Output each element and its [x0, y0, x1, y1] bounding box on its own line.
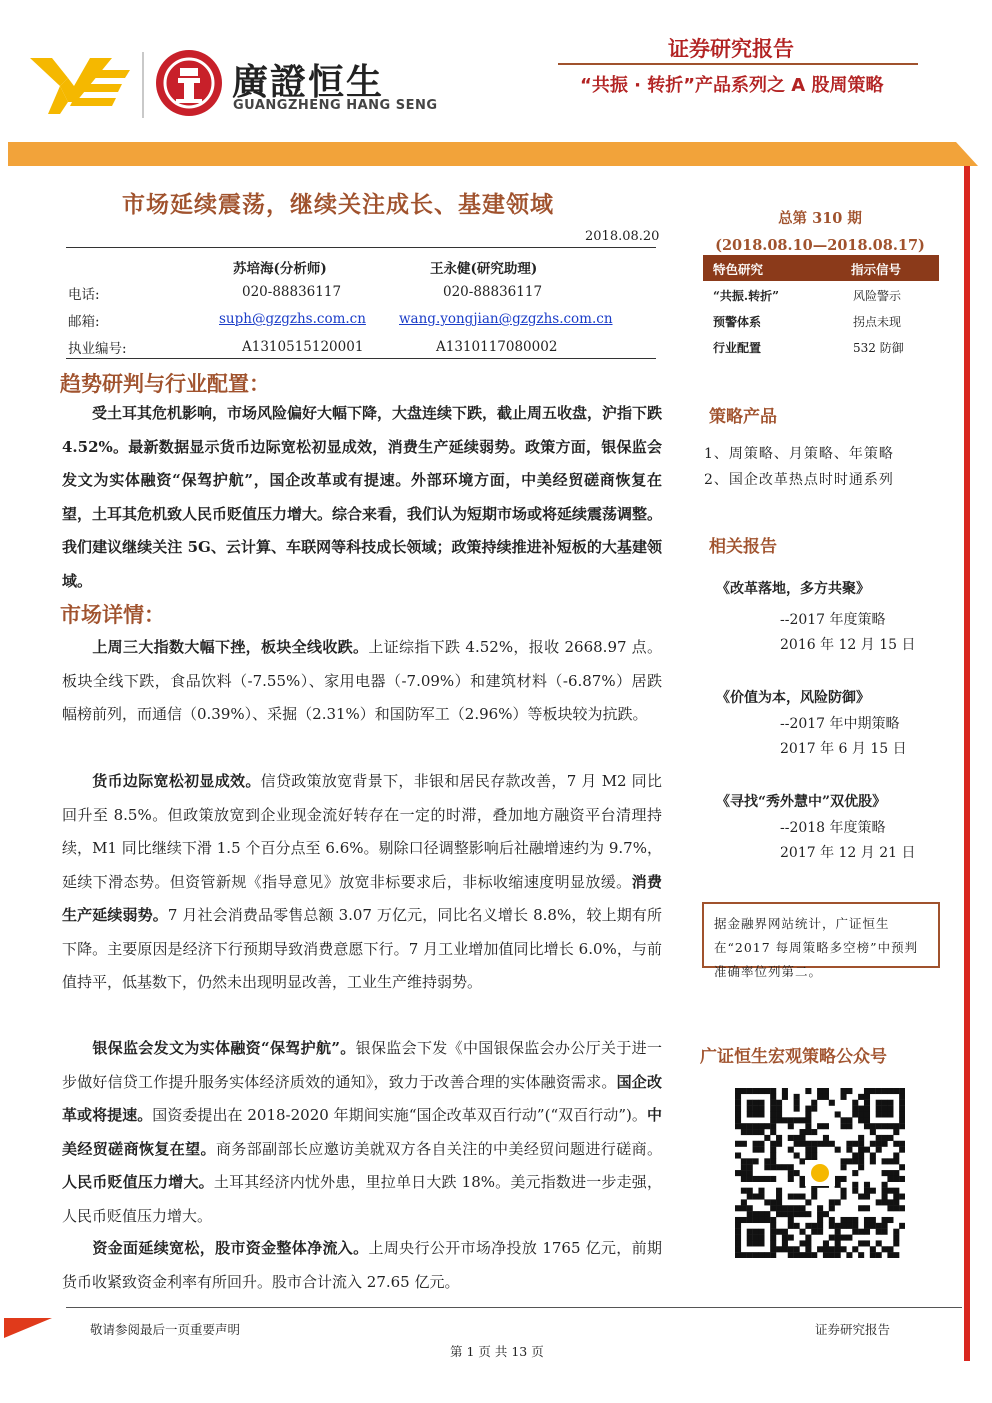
- issue-range: (2018.08.10—2018.08.17): [715, 237, 925, 254]
- p3-body: 银保监会下发《中国银保监会办公厅关于进一步做好信贷工作提升服务实体经济质效的通知》，致力于改善合理的实体融资需求。: [62, 1039, 662, 1091]
- p3-body-2: 国资委提出在 2018-2020 年期间实施“国企改革双百行动”(“双百行动”)。: [152, 1106, 647, 1124]
- market-paragraph-4: [62, 1232, 662, 1299]
- analyst-2-cert: A1310117080002: [436, 339, 558, 355]
- strategy-product-item: 2、国企改革热点时时通系列: [704, 472, 894, 488]
- market-paragraph-2: [62, 765, 662, 1000]
- trend-heading: 趋势研判与行业配置：: [60, 371, 270, 396]
- related-report-date: 2017 年 12 月 21 日: [780, 845, 916, 861]
- p3-body-4: 土耳其经济内忧外患，里拉单日大跌 18%。美元指数进一步走强，人民币贬值压力增大。: [62, 1173, 662, 1225]
- analyst-1-name: 苏培海(分析师): [233, 261, 327, 277]
- brand-name-en: GUANGZHENG HANG SENG: [233, 98, 438, 113]
- series-name: “共振 · 转折”产品系列之 A 股周策略: [580, 75, 884, 96]
- signal-table-header: [703, 255, 939, 281]
- email-label: 邮箱:: [68, 314, 100, 330]
- related-report-title[interactable]: 《寻找“秀外慧中”双优股》: [716, 794, 887, 810]
- signal-header-col2: 指示信号: [851, 262, 902, 277]
- analyst-1-cert: A1310515120001: [242, 339, 364, 355]
- header-divider: [558, 63, 918, 65]
- market-heading: 市场详情：: [60, 602, 165, 627]
- trend-text: 受土耳其危机影响，市场风险偏好大幅下降，大盘连续下跌，截止周五收盘，沪指下跌 4.52%。最新数据显示货币边际宽松初显成效，消费生产延续弱势。政策方面，银保监会发文为实体融资“保驾护航”，国企改革或有提速。外部环境方面，中美经贸磋商恢复在望，土耳其危机致人民币贬值压力增大。综合来看，我们认为短期市场或将延续震荡调整。我们建议继续关注 5G、云计算、车联网等科技成长领域；政策持续推进补短板的大基建领域。: [62, 404, 663, 590]
- signal-header-col1: 特色研究: [713, 262, 764, 277]
- page-title: 市场延续震荡，继续关注成长、基建领域: [122, 191, 554, 218]
- signal-row-label: 预警体系: [713, 315, 762, 329]
- related-report-sub: --2017 年度策略: [780, 612, 886, 628]
- analyst-1-email-link[interactable]: suph@gzgzhs.com.cn: [219, 311, 366, 327]
- trend-paragraph: [62, 397, 662, 598]
- seal-logo-icon: [156, 50, 222, 116]
- analyst-2-email-link[interactable]: wang.yongjian@gzgzhs.com.cn: [399, 311, 613, 327]
- p2-body-2: 7 月社会消费品零售总额 3.07 万亿元，同比名义增长 8.8%，较上期有所下降。主要原因是经济下行预期导致消费意愿下行。7 月工业增加值同比增长 6.0%，与前值持平，低基数下，仍然未出现明显改善，工业生产维持弱势。: [62, 906, 662, 991]
- title-divider: [66, 247, 656, 248]
- related-reports-heading: 相关报告: [709, 537, 777, 557]
- p2-lead-2: 消费生产延续弱势。: [62, 872, 662, 924]
- brand-name-cn: 廣證恒生: [232, 62, 385, 103]
- signal-row-label: “共振.转折”: [713, 289, 779, 303]
- analyst-1-phone: 020-88836117: [242, 284, 342, 300]
- qr-code-icon[interactable]: [735, 1088, 905, 1258]
- p3-lead-4: 人民币贬值压力增大。: [62, 1173, 214, 1191]
- cert-label: 执业编号:: [68, 341, 127, 357]
- signal-row-label: 行业配置: [713, 341, 762, 355]
- signal-row: [703, 333, 939, 359]
- related-report-date: 2017 年 6 月 15 日: [780, 741, 907, 757]
- footer-report-type: 证券研究报告: [815, 1322, 891, 1337]
- related-report-title[interactable]: 《改革落地，多方共聚》: [716, 581, 870, 597]
- market-paragraph-3: [62, 1032, 662, 1233]
- signal-row-value: 拐点未现: [853, 315, 902, 329]
- footer-divider: [66, 1307, 962, 1308]
- p1-body: 上证综指下跌 4.52%，报收 2668.97 点。板块全线下跌，食品饮料（-7.55%）、家用电器（-7.09%）和建筑材料（-6.87%）居跌幅榜前列，而通信（0.39%）、采掘（2.31%）和国防军工（2.96%）等板块较为抗跌。: [62, 638, 662, 723]
- signal-row-value: 532 防御: [853, 341, 904, 355]
- page-number: 第 1 页 共 13 页: [450, 1344, 544, 1359]
- right-margin-rule: [964, 166, 970, 1361]
- qr-heading: 广证恒生宏观策略公众号: [700, 1047, 887, 1067]
- logo-divider: [142, 52, 144, 118]
- footer-disclaimer: 敬请参阅最后一页重要声明: [90, 1322, 241, 1337]
- p3-lead-3: 中美经贸磋商恢复在望。: [62, 1106, 662, 1158]
- p3-lead: 银保监会发文为实体融资“保驾护航”。: [92, 1039, 356, 1057]
- signal-row: [703, 307, 939, 333]
- phone-label: 电话:: [68, 287, 100, 303]
- analyst-2-name: 王永健(研究助理): [430, 261, 538, 277]
- related-report-title[interactable]: 《价值为本，风险防御》: [716, 690, 870, 706]
- related-report-sub: --2018 年度策略: [780, 820, 886, 836]
- issue-info: [700, 205, 940, 259]
- issue-number: 总第 310 期: [778, 210, 862, 227]
- ranking-box: 据金融界网站统计，广证恒生在“2017 每周策略多空榜”中预判准确率位列第二。: [702, 902, 940, 968]
- signal-row-value: 风险警示: [853, 289, 902, 303]
- related-report-date: 2016 年 12 月 15 日: [780, 637, 916, 653]
- p3-body-3: 商务部副部长应邀访美就双方各自关注的中美经贸问题进行磋商。: [215, 1139, 662, 1158]
- p3-lead-2: 国企改革或将提速。: [62, 1072, 662, 1124]
- contacts-divider: [66, 358, 656, 359]
- strategy-product-item: 1、周策略、月策略、年策略: [704, 446, 894, 462]
- header-band-corner: [956, 142, 978, 166]
- ye-logo-icon: [30, 52, 130, 114]
- footer-flag-icon: [4, 1318, 52, 1338]
- header-band: [8, 142, 978, 166]
- p4-body: 上周央行公开市场净投放 1765 亿元，前期货币收紧致资金利率有所回升。股市合计流入 27.65 亿元。: [62, 1239, 662, 1291]
- related-report-sub: --2017 年中期策略: [780, 716, 900, 732]
- signal-row: [703, 281, 939, 307]
- p2-lead: 货币边际宽松初显成效。: [92, 772, 261, 790]
- report-type: 证券研究报告: [668, 37, 794, 61]
- p1-lead: 上周三大指数大幅下挫，板块全线收跌。: [92, 638, 369, 656]
- p2-body: 信贷政策放宽背景下，非银和居民存款改善，7 月 M2 同比回升至 8.5%。但政策放宽到企业现金流好转存在一定的时滞，叠加地方融资平台清理持续，M1 同比继续下滑 1.5 个百分点至 6.6%。剔除口径调整影响后社融增速约为 9.7%，延续下滑态势。但资管新规《指导意见》放宽非标要求后，非标收缩速度明显放缓。: [62, 772, 662, 891]
- report-date: 2018.08.20: [585, 229, 660, 244]
- p4-lead: 资金面延续宽松，股市资金整体净流入。: [92, 1239, 369, 1257]
- market-paragraph-1: [62, 631, 662, 732]
- strategy-products-heading: 策略产品: [709, 407, 777, 427]
- analyst-2-phone: 020-88836117: [443, 284, 543, 300]
